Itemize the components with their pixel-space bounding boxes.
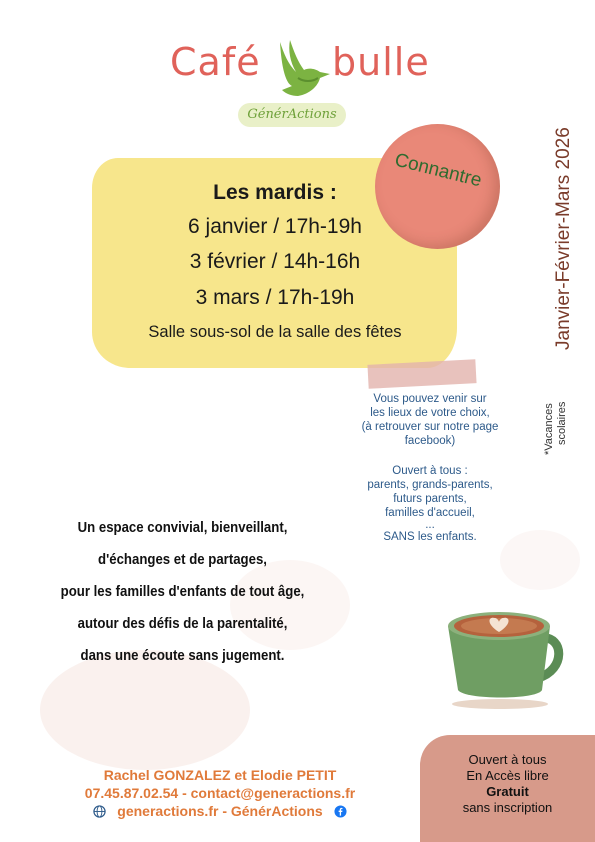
schedule-date: 3 février / 14h-16h bbox=[189, 250, 361, 273]
description bbox=[40, 512, 326, 672]
info-paragraph-audience bbox=[330, 464, 530, 544]
contact-web-row bbox=[20, 802, 420, 820]
period-title: Janvier-Février-Mars 2026 bbox=[553, 127, 574, 350]
contact-phone-email: 07.45.87.02.54 - contact@generactions.fr bbox=[84, 785, 356, 801]
info-line: facebook) bbox=[404, 435, 456, 447]
contact-web[interactable]: generactions.fr - GénérActions bbox=[117, 803, 323, 819]
info-line: parents, grands-parents, bbox=[367, 479, 493, 491]
access-line: En Accès libre bbox=[466, 768, 549, 783]
info-line: Ouvert à tous : bbox=[392, 465, 468, 477]
coffee-cup-icon bbox=[438, 600, 568, 710]
access-line: sans inscription bbox=[462, 800, 553, 815]
description-line: Un espace convivial, bienveillant, bbox=[77, 519, 288, 536]
schedule-place: Salle sous-sol de la salle des fêtes bbox=[148, 323, 402, 341]
tape-decoration bbox=[367, 359, 476, 389]
info-line: SANS les enfants. bbox=[383, 531, 477, 543]
logo-word-right: bulle bbox=[332, 40, 430, 84]
holiday-note bbox=[543, 402, 569, 455]
info-line: Vous pouvez venir sur bbox=[373, 393, 487, 405]
contact-names: Rachel GONZALEZ et Elodie PETIT bbox=[103, 767, 337, 783]
schedule-date: 6 janvier / 17h-19h bbox=[188, 215, 362, 238]
access-line: Ouvert à tous bbox=[468, 752, 547, 767]
description-line: d'échanges et de partages, bbox=[98, 551, 267, 568]
info-paragraph-location bbox=[330, 392, 530, 448]
logo-subtitle: GénérActions bbox=[238, 103, 346, 127]
facebook-icon[interactable] bbox=[334, 805, 347, 818]
schedule-heading: Les mardis : bbox=[213, 181, 337, 204]
holiday-note-line: scolaires bbox=[556, 401, 568, 445]
info-line: familles d'accueil, bbox=[385, 507, 475, 519]
bird-icon bbox=[268, 38, 334, 100]
logo-word-left: Café bbox=[170, 40, 261, 84]
globe-icon bbox=[93, 805, 106, 818]
info-line: (à retrouver sur notre page bbox=[361, 421, 499, 433]
info-line: les lieux de votre choix, bbox=[370, 407, 490, 419]
access-line: Gratuit bbox=[486, 784, 529, 799]
schedule-date: 3 mars / 17h-19h bbox=[195, 286, 355, 309]
description-line: pour les familles d'enfants de tout âge, bbox=[60, 583, 305, 600]
location-badge-label: Connantre bbox=[392, 149, 484, 192]
description-line: autour des défis de la parentalité, bbox=[77, 615, 288, 632]
description-line: dans une écoute sans jugement. bbox=[80, 647, 285, 664]
info-line: ... bbox=[425, 519, 435, 531]
holiday-note-line: *Vacances bbox=[543, 403, 555, 455]
info-line: futurs parents, bbox=[393, 493, 467, 505]
